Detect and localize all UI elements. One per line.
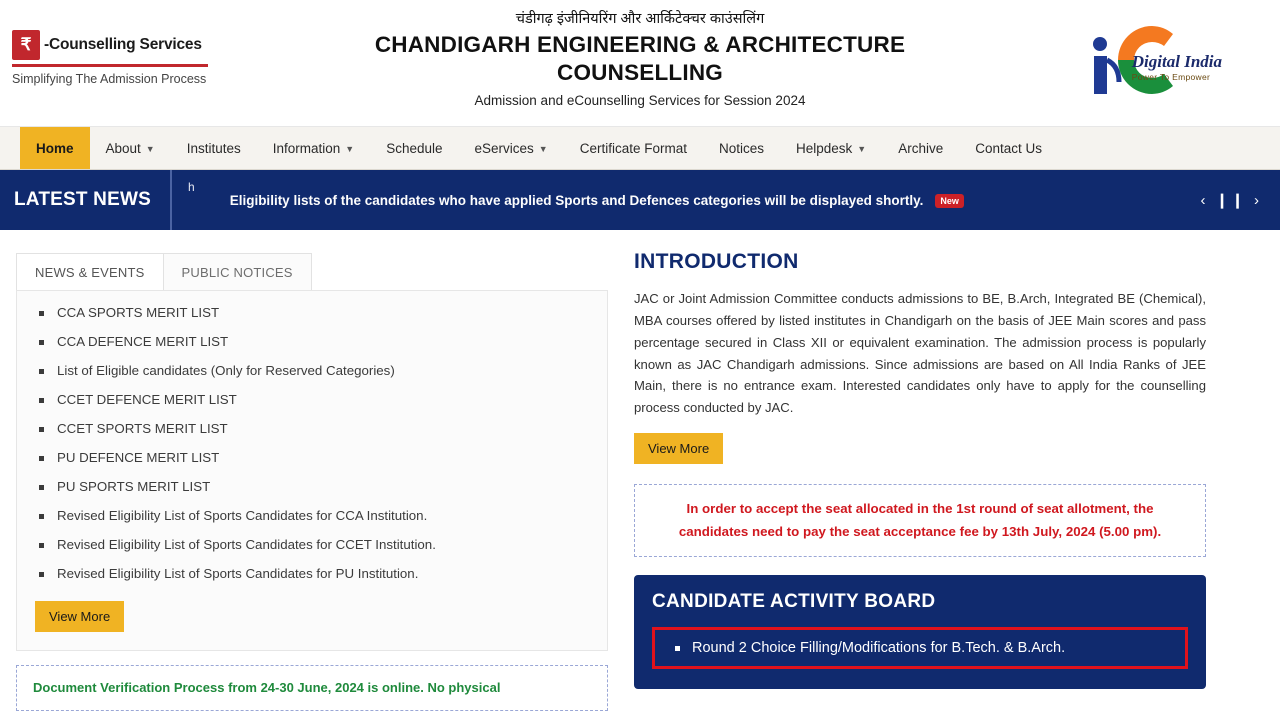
digital-india-slogan: Power To Empower (1131, 72, 1211, 82)
introduction-heading: INTRODUCTION (634, 250, 799, 273)
title-main: CHANDIGARH ENGINEERING & ARCHITECTURE COUNSELLING (374, 32, 906, 86)
nav-item-certificate-format[interactable] (564, 127, 703, 169)
candidate-activity-board (634, 575, 1206, 689)
nav-label: Notices (719, 140, 765, 156)
list-item[interactable]: Revised Eligibility List of Sports Candidates for CCET Institution. (35, 537, 589, 552)
intro-view-more-button[interactable]: View More (634, 433, 723, 464)
digital-india-name: Digital India (1131, 52, 1222, 71)
chevron-down-icon: ▼ (857, 144, 867, 154)
list-item[interactable]: CCET DEFENCE MERIT LIST (35, 392, 589, 407)
ticker-controls[interactable]: ‹ ❙❙ › (1200, 192, 1262, 209)
right-column (634, 248, 1206, 711)
nav-label: Information (272, 140, 341, 156)
list-item[interactable]: PU DEFENCE MERIT LIST (35, 450, 589, 465)
news-view-more-button[interactable]: View More (35, 601, 124, 632)
title-hindi: चंडीगढ़ इंजीनियरिंग और आर्किटेक्चर काउंसलिंग (515, 11, 765, 27)
new-badge: New (935, 194, 964, 208)
nav-label: About (105, 140, 141, 156)
tab-public-notices[interactable]: PUBLIC NOTICES (163, 253, 312, 290)
list-item[interactable]: PU SPORTS MERIT LIST (35, 479, 589, 494)
candidate-activity-board-title: CANDIDATE ACTIVITY BOARD (652, 591, 936, 613)
main-navigation (0, 127, 1280, 170)
introduction-text: JAC or Joint Admission Committee conducts admissions to BE, B.Arch, Integrated BE (Chemical), MBA courses offered by listed institutes in Chandigarh on the basis of JEE Main scores and pass percentage secured in Class XII or equivalent examination. The admission process is popularly known as JAC Chandigarh admissions. Since admissions are based on All India Ranks of JEE Main, there is no entrance exam. Interested candidates only have to apply for the counselling process conducted by JAC. (634, 291, 1206, 416)
nav-item-home[interactable] (20, 127, 90, 169)
site-header (0, 0, 1280, 127)
digital-india-text (1132, 52, 1222, 82)
tab-news-events[interactable]: NEWS & EVENTS (16, 253, 164, 290)
nav-item-schedule[interactable] (370, 127, 458, 169)
site-logo[interactable] (12, 30, 242, 86)
nav-item-institutes[interactable] (171, 127, 257, 169)
nav-label: Archive (898, 140, 944, 156)
nav-item-archive[interactable] (882, 127, 959, 169)
list-item[interactable]: CCA DEFENCE MERIT LIST (35, 334, 589, 349)
left-column (16, 248, 608, 711)
chevron-down-icon: ▼ (145, 144, 155, 154)
nav-label: Institutes (186, 140, 241, 156)
nav-label: Helpdesk (796, 140, 853, 156)
rupee-logo-icon: ₹ (12, 30, 40, 60)
main-content (0, 230, 1280, 711)
nav-label: eServices (474, 140, 534, 156)
nav-item-about[interactable] (90, 127, 171, 169)
seat-acceptance-notice-text: In order to accept the seat allocated in the 1st round of seat allotment, the candidates need to pay the seat acceptance fee by 13th July, 2024 (5.00 pm). (678, 501, 1162, 539)
logo-divider (12, 64, 208, 67)
document-verification-notice: Document Verification Process from 24-30 June, 2024 is online. No physical (16, 665, 608, 711)
ticker-message: Eligibility lists of the candidates who have applied Sports and Defences categories will be displayed shortly. (229, 192, 924, 208)
nav-item-notices[interactable] (703, 127, 780, 169)
cab-item-label: Round 2 Choice Filling/Modifications for B.Tech. & B.Arch. (692, 640, 1066, 657)
nav-item-information[interactable] (257, 127, 370, 169)
list-item[interactable]: Revised Eligibility List of Sports Candidates for PU Institution. (35, 566, 589, 581)
seat-acceptance-notice (634, 484, 1206, 557)
page-title (290, 8, 990, 108)
list-item[interactable]: List of Eligible candidates (Only for Reserved Categories) (35, 363, 589, 378)
news-list (35, 305, 589, 581)
chevron-down-icon: ▼ (345, 144, 355, 154)
ticker-label: LATEST NEWS (14, 189, 151, 210)
ticker-prefix: h (188, 180, 195, 194)
news-tabs (16, 248, 608, 290)
title-subtitle: Admission and eCounselling Services for Session 2024 (474, 93, 806, 109)
logo-tagline: Simplifying The Admission Process (12, 72, 207, 86)
cab-item-round2-choice-filling[interactable] (652, 627, 1188, 669)
list-item[interactable]: Revised Eligibility List of Sports Candidates for CCA Institution. (35, 508, 589, 523)
bullet-icon (675, 646, 680, 651)
logo-title: -Counselling Services (44, 36, 202, 53)
nav-item-contact-us[interactable] (959, 127, 1058, 169)
latest-news-ticker (0, 170, 1280, 230)
nav-label: Home (36, 140, 74, 156)
list-item[interactable]: CCA SPORTS MERIT LIST (35, 305, 589, 320)
nav-label: Schedule (386, 140, 443, 156)
nav-label: Certificate Format (579, 140, 687, 156)
ticker-message-wrapper[interactable] (195, 193, 1201, 208)
nav-item-helpdesk[interactable] (780, 127, 882, 169)
ticker-divider (170, 170, 172, 230)
nav-item-eservices[interactable] (459, 127, 564, 169)
nav-label: Contact Us (975, 140, 1043, 156)
news-panel (16, 290, 608, 651)
list-item[interactable]: CCET SPORTS MERIT LIST (35, 421, 589, 436)
chevron-down-icon: ▼ (538, 144, 548, 154)
